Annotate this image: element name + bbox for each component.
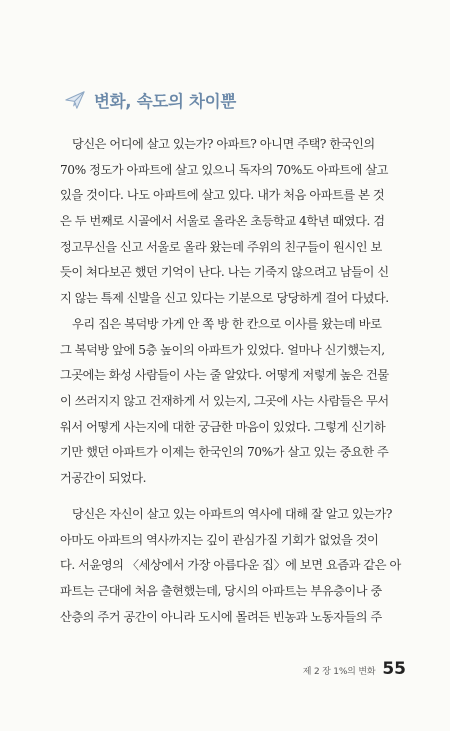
text-line: 산층의 주거 공간이 아니라 도시에 몰려든 빈농과 노동자들의 주: [60, 609, 382, 624]
text-line: 파트는 근대에 처음 출현했는데, 당시의 아파트는 부유층이나 중: [60, 584, 382, 599]
text-line: 그곳에는 화성 사람들이 사는 줄 알았다. 어떻게 저렇게 높은 건물: [60, 368, 389, 383]
text-line: 다. 서윤영의 〈세상에서 가장 아름다운 집〉에 보면 요즘과 같은 아: [60, 558, 401, 573]
text-line: 워서 어떻게 사는지에 대한 궁금한 마음이 있었다. 그렇게 신기하: [60, 419, 386, 434]
text-line: 기만 했던 아파트가 이제는 한국인의 70%가 살고 있는 중요한 주: [60, 445, 389, 460]
paper-plane-icon: [64, 89, 86, 111]
text-line: 이 쓰러지지 않고 건재하게 서 있는지, 그곳에 사는 사람들은 무서: [60, 393, 389, 408]
text-line: 아마도 아파트의 역사까지는 깊이 관심가질 기회가 없었을 것이: [60, 532, 379, 547]
text-line: 그 복덕방 앞에 5층 높이의 아파트가 있었다. 얼마나 신기했는지,: [60, 342, 385, 357]
section-title: 변화, 속도의 차이뿐: [94, 92, 236, 111]
page-number: 55: [382, 659, 406, 679]
page-footer: [303, 659, 406, 679]
text-line: 지 않는 특제 신발을 신고 있다는 기분으로 당당하게 걸어 다녔다.: [60, 291, 389, 306]
paragraph-1: [60, 132, 406, 492]
text-line: 있을 것이다. 나도 아파트에 살고 있다. 내가 처음 아파트를 본 것: [60, 188, 385, 203]
text-line: 듯이 쳐다보곤 했던 기억이 난다. 나는 기죽지 않으려고 남들이 신: [60, 265, 389, 280]
text-line: 당신은 자신이 살고 있는 아파트의 역사에 대해 잘 알고 있는가?: [72, 507, 392, 521]
text-line: 거공간이 되었다.: [60, 470, 147, 485]
chapter-label: 제 2 장 1%의 변화: [302, 667, 376, 677]
section-heading: [64, 88, 236, 112]
text-line: 은 두 번째로 시골에서 서울로 올라온 초등학교 4학년 때였다. 검: [60, 214, 385, 229]
text-line: 우리 집은 복덕방 가게 안 쪽 방 한 칸으로 이사를 왔는데 바로: [72, 316, 382, 331]
paragraph-2: [60, 502, 406, 630]
text-line: 정고무신을 신고 서울로 올라 왔는데 주위의 친구들이 원시인 보: [60, 239, 382, 254]
text-line: 당신은 어디에 살고 있는가? 아파트? 아니면 주택? 한국인의: [72, 137, 375, 151]
text-line: 70% 정도가 아파트에 살고 있으니 독자의 70%도 아파트에 살고: [60, 162, 388, 177]
